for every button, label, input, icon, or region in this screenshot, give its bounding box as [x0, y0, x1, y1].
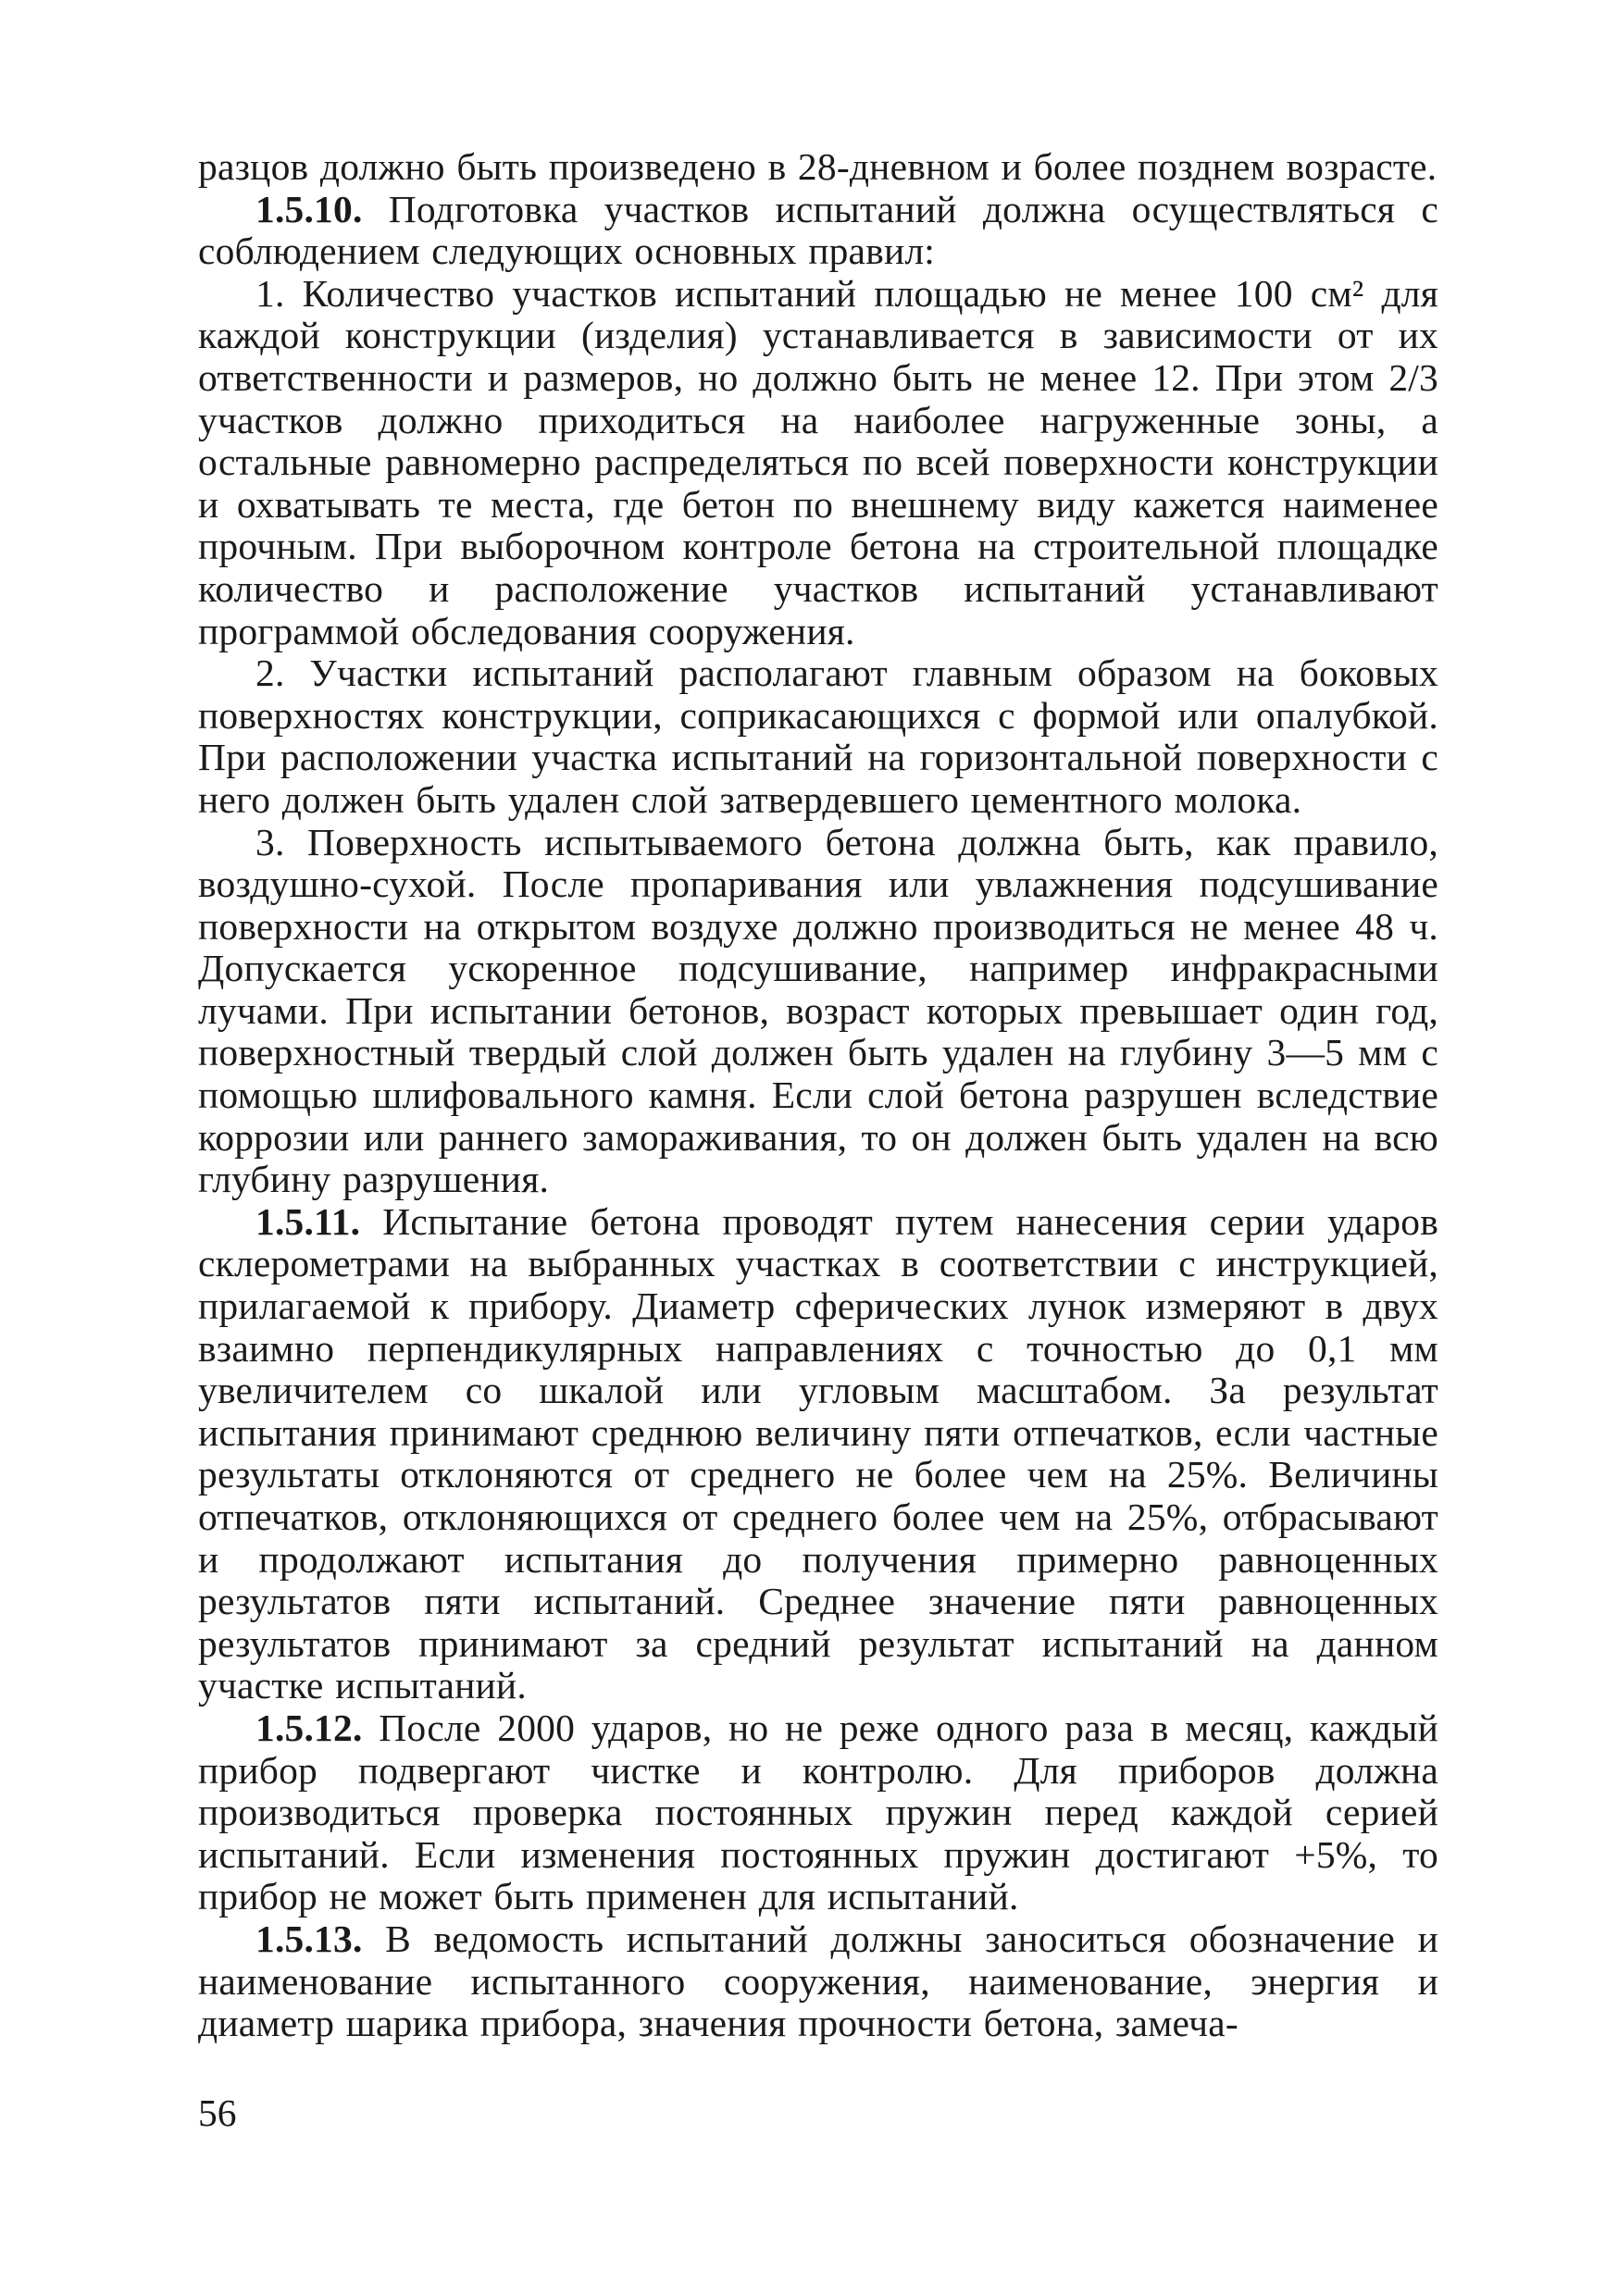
paragraph-text: Испытание бетона проводят путем нанесения серии ударов склерометрами на выбранных участках в соответствии с инструкцией, прилагаемой к прибору. Диаметр сферических лунок измеряют в двух взаимно перпендикулярных направлениях с точностью до 0,1 мм увеличителем со шкалой или угловым масштабом. За результат испытания принимают среднюю величину пяти отпечатков, если частные результаты отклоняются от среднего не более чем на 25%. Величины отпечатков, отклоняющихся от среднего более чем на 25%, отбрасывают и продолжают испытания до получения примерно равноценных результатов пяти испытаний. Среднее значение пяти равноценных результатов принимают за средний результат испытаний на данном участке испытаний. — [198, 1199, 1439, 1707]
rule-2 — [198, 652, 1438, 821]
section-1-5-13 — [198, 1918, 1438, 2045]
paragraph-text: После 2000 ударов, но не реже одного раза в месяц, каждый прибор подвергают чистке и контролю. Для приборов должна производиться проверка постоянных пружин перед каждой серией испытаний. Если изменения постоянных пружин достигают +5%, то прибор не может быть применен для испытаний. — [198, 1706, 1438, 1918]
paragraph-text: В ведомость испытаний должны заноситься обозначение и наименование испытанного сооружения, наименование, энергия и диаметр шарика прибора, значения прочности бетона, замеча- — [198, 1917, 1438, 2045]
section-number: 1.5.10. — [255, 187, 363, 230]
section-1-5-12 — [198, 1707, 1438, 1918]
section-1-5-10 — [198, 189, 1438, 273]
page-number: 56 — [198, 2091, 237, 2134]
rule-1 — [198, 273, 1438, 652]
section-number: 1.5.11. — [255, 1199, 361, 1243]
paragraph-continuation — [198, 146, 1438, 189]
section-number: 1.5.12. — [255, 1706, 363, 1749]
paragraph-text: 3. Поверхность испытываемого бетона должна быть, как правило, воздушно-сухой. После пропаривания или увлажнения подсушивание поверхности на открытом воздухе должно производиться не менее 48 ч. Допускается ускоренное подсушивание, например инфракрасными лучами. При испытании бетонов, возраст которых превышает один год, поверхностный твердый слой должен быть удален на глубину 3—5 мм с помощью шлифовального камня. Если слой бетона разрушен вследствие коррозии или раннего замораживания, то он должен быть удален на всю глубину разрушения. — [198, 820, 1438, 1201]
paragraph-text: 1. Количество участков испытаний площадью не менее 100 см² для каждой конструкции (изделия) устанавливается в зависимости от их ответственности и размеров, но должно быть не менее 12. При этом 2/3 участков должно приходиться на наиболее нагруженные зоны, а остальные равномерно распределяться по всей поверхности конструкции и охватывать те места, где бетон по внешнему виду кажется наименее прочным. При выборочном контроле бетона на строительной площадке количество и расположение участков испытаний устанавливают программой обследования сооружения. — [198, 271, 1438, 652]
document-page — [198, 146, 1438, 2045]
paragraph-text: разцов должно быть произведено в 28-дневном и более позднем возрасте. — [198, 145, 1438, 188]
document-body — [198, 146, 1438, 2045]
rule-3 — [198, 822, 1438, 1201]
paragraph-text: 2. Участки испытаний располагают главным образом на боковых поверхностях конструкции, соприкасающихся с формой или опалубкой. При расположении участка испытаний на горизонтальной поверхности с него должен быть удален слой затвердевшего цементного молока. — [198, 652, 1438, 821]
section-1-5-11 — [198, 1201, 1438, 1707]
paragraph-text: Подготовка участков испытаний должна осуществляться с соблюдением следующих основных правил: — [198, 187, 1438, 273]
section-number: 1.5.13. — [255, 1917, 363, 1960]
